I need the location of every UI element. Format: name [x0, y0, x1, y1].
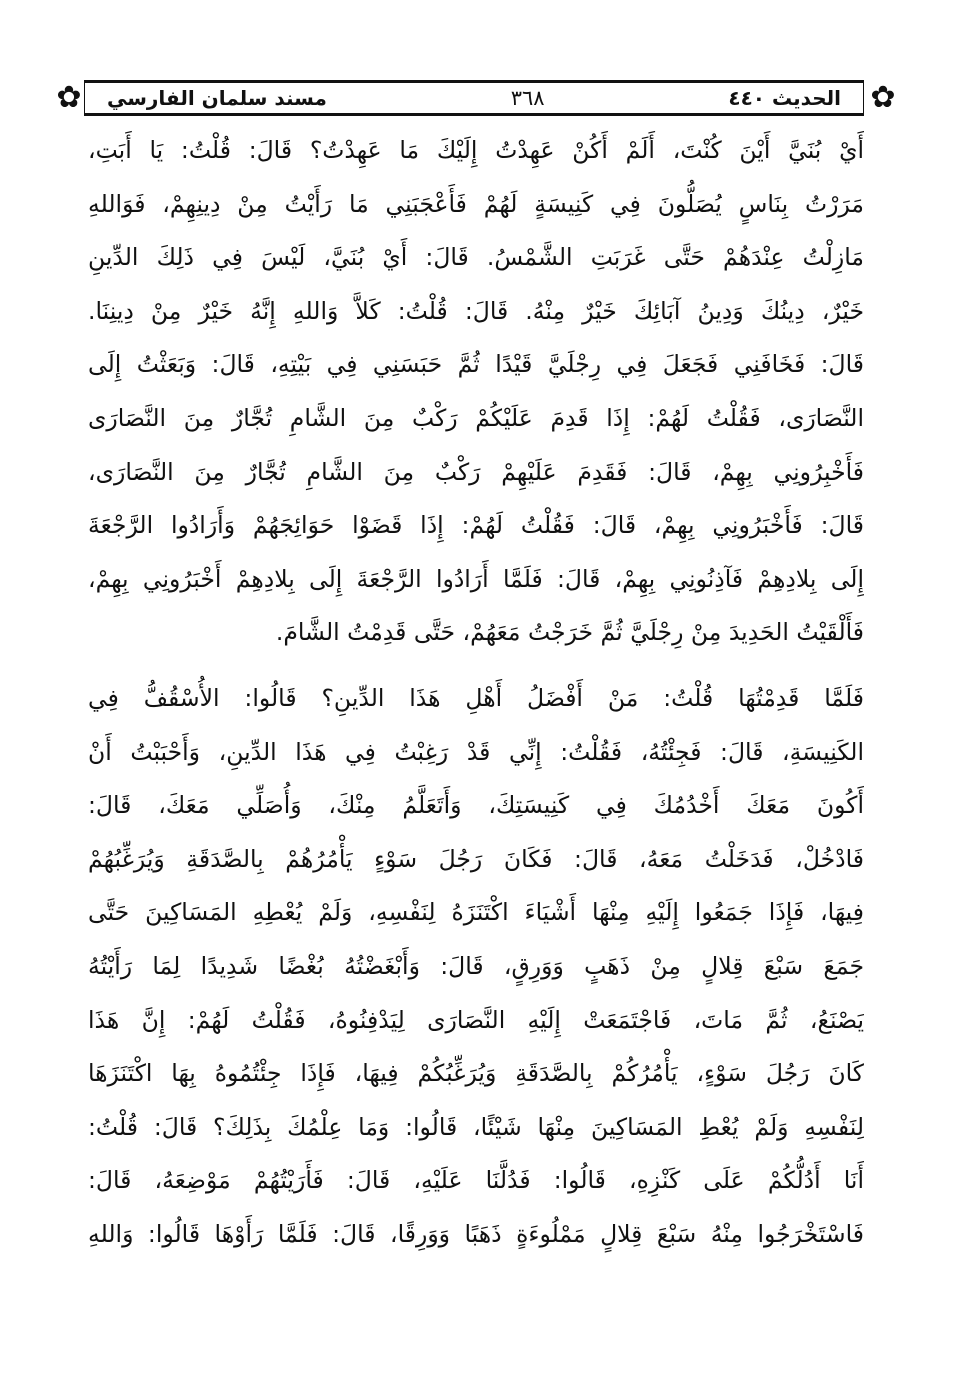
- text-line: فِيهَا، فَإِذَا جَمَعُوا إِلَيْهِ مِنْهَا أَشْيَاءَ اكْتَنَزَهُ لِنَفْسِهِ، وَلَمْ يُعْطِهِ المَسَاكِينَ حَتَّى: [88, 898, 864, 927]
- text-line: جَمَعَ سَبْعَ قِلالٍ مِنْ ذَهَبٍ وَوَرِقٍ، قَالَ: وَأَبْغَضْتُهُ بُغْضًا شَدِيدًا لِمَا رَأَيْتُهُ: [88, 951, 864, 980]
- ornament-left-icon: ✿: [56, 80, 82, 115]
- text-line: أَكُونَ مَعَكَ أَخْدُمُكَ فِي كَنِيسَتِكَ، وَأَتَعَلَّمُ مِنْكَ، وَأُصَلِّي مَعَكَ، قَالَ:: [88, 791, 864, 820]
- text-line: الكَنِيسَةِ، قَالَ: فَجِئْتُهُ، فَقُلْتُ: إِنِّي قَدْ رَغِبْتُ فِي هَذَا الدِّينِ، وَأَحْبَبْتُ أَنْ: [88, 737, 864, 766]
- text-line: فَادْخُلْ، فَدَخَلْتُ مَعَهُ، قَالَ: فَكَانَ رَجُلَ سَوْءٍ يَأْمُرُهُمْ بِالصَّدَقَةِ وَيُرَغِّبُهُمْ: [88, 844, 864, 873]
- text-line: النَّصَارَى، فَقُلْتُ لَهُمْ: إِذَا قَدِمَ عَلَيْكُمْ رَكْبٌ مِنَ الشَّامِ تُجَّارٌ مِنَ النَّصَارَى: [88, 403, 864, 432]
- page-number: ٣٦٨: [510, 86, 545, 110]
- text-line: فَأَخْبِرُونِي بِهِمْ، قَالَ: فَقَدِمَ عَلَيْهِمْ رَكْبٌ مِنَ الشَّامِ تُجَّارٌ مِنَ النَّصَارَى،: [88, 457, 864, 486]
- text-line: قَالَ: فَخَافَنِي فَجَعَلَ فِي رِجْلَيَّ قَيْدًا ثُمَّ حَبَسَنِي فِي بَيْتِهِ، قَالَ: وَبَعَثْتُ إِلَى: [88, 350, 864, 379]
- text-line: فَاسْتَخْرَجُوا مِنْهُ سَبْعَ قِلالٍ مَمْلُوءَةٍ ذَهَبًا وَوَرِقًا، قَالَ: فَلَمَّا رَأَوْهَا قَالُوا: وَاللهِ: [88, 1219, 864, 1248]
- text-line: قَالَ: فَأَخْبَرُونِي بِهِمْ، قَالَ: فَقُلْتُ لَهُمْ: إِذَا قَضَوْا حَوَائِجَهُمْ وَأَرَادُوا الرَّجْعَةَ: [88, 511, 864, 540]
- paragraph-gap: [88, 660, 864, 672]
- text-line: أَيْ بُنَيَّ أَيْنَ كُنْتَ، أَلَمْ أَكُنْ عَهِدْتُ إِلَيْكَ مَا عَهِدْتُ؟ قَالَ: قُلْتُ: يَا أَبَتِ،: [88, 136, 864, 164]
- text-line: مَرَرْتُ بِنَاسٍ يُصَلُّونَ فِي كَنِيسَةٍ لَهُمْ فَأَعْجَبَنِي مَا رَأَيْتُ مِنْ دِينِهِمْ، فَوَاللهِ: [88, 189, 864, 218]
- hadith-number: الحديث ٤٤٠: [728, 86, 841, 110]
- page-body: [88, 124, 864, 1261]
- paragraph-1: [88, 124, 864, 660]
- text-line: يَصْنَعُ، ثُمَّ مَاتَ، فَاجْتَمَعَتْ إِلَيْهِ النَّصَارَى لِيَدْفِنُوهُ، فَقُلْتُ لَهُمْ: إِنَّ هَذَا: [88, 1005, 864, 1034]
- book-title: مسند سلمان الفارسي: [107, 86, 327, 110]
- running-header: [84, 80, 864, 116]
- ornament-right-icon: ✿: [870, 80, 896, 115]
- text-line: كَانَ رَجُلَ سَوْءٍ، يَأْمُرُكُمْ بِالصَّدَقَةِ وَيُرَغِّبُكُمْ فِيهَا، فَإِذَا جِئْتُمُوهُ بِهَا اكْتَنَزَهَا: [88, 1059, 864, 1088]
- text-line: فَلَمَّا قَدِمْتُهَا قُلْتُ: مَنْ أَفْضَلُ أَهْلِ هَذَا الدِّينِ؟ قَالُوا: الأُسْقُفُّ فِي: [88, 683, 864, 712]
- text-line: إِلَى بِلادِهِمْ فَآذِنُونِي بِهِمْ، قَالَ: فَلَمَّا أَرَادُوا الرَّجْعَةَ إِلَى بِلادِهِمْ أَخْبَرُونِي بِهِمْ،: [88, 564, 864, 593]
- text-line: أَنَا أَدُلُّكُمْ عَلَى كَنْزِهِ، قَالُوا: فَدُلَّنَا عَلَيْهِ، قَالَ: فَأَرَيْتُهُمْ مَوْضِعَهُ، قَالَ:: [88, 1166, 864, 1195]
- text-line: خَيْرٌ، دِينُكَ وَدِينُ آبَائِكَ خَيْرٌ مِنْهُ. قَالَ: قُلْتُ: كَلاَّ وَاللهِ إِنَّهُ خَيْرٌ مِنْ دِينِنَا.: [88, 296, 864, 325]
- paragraph-2: [88, 672, 864, 1262]
- text-line: فَأَلْقَيْتُ الحَدِيدَ مِنْ رِجْلَيَّ ثُمَّ خَرَجْتُ مَعَهُمْ، حَتَّى قَدِمْتُ الشَّامَ.: [275, 618, 864, 647]
- text-line: مَازِلْتُ عِنْدَهُمْ حَتَّى غَرَبَتِ الشَّمْسُ. قَالَ: أَيْ بُنَيَّ، لَيْسَ فِي ذَلِكَ الدِّينِ: [88, 243, 864, 272]
- text-line: لِنَفْسِهِ وَلَمْ يُعْطِ المَسَاكِينَ مِنْهَا شَيْئًا، قَالُوا: وَمَا عِلْمُكَ بِذَلِكَ؟ قَالَ: قُلْتُ:: [88, 1112, 864, 1141]
